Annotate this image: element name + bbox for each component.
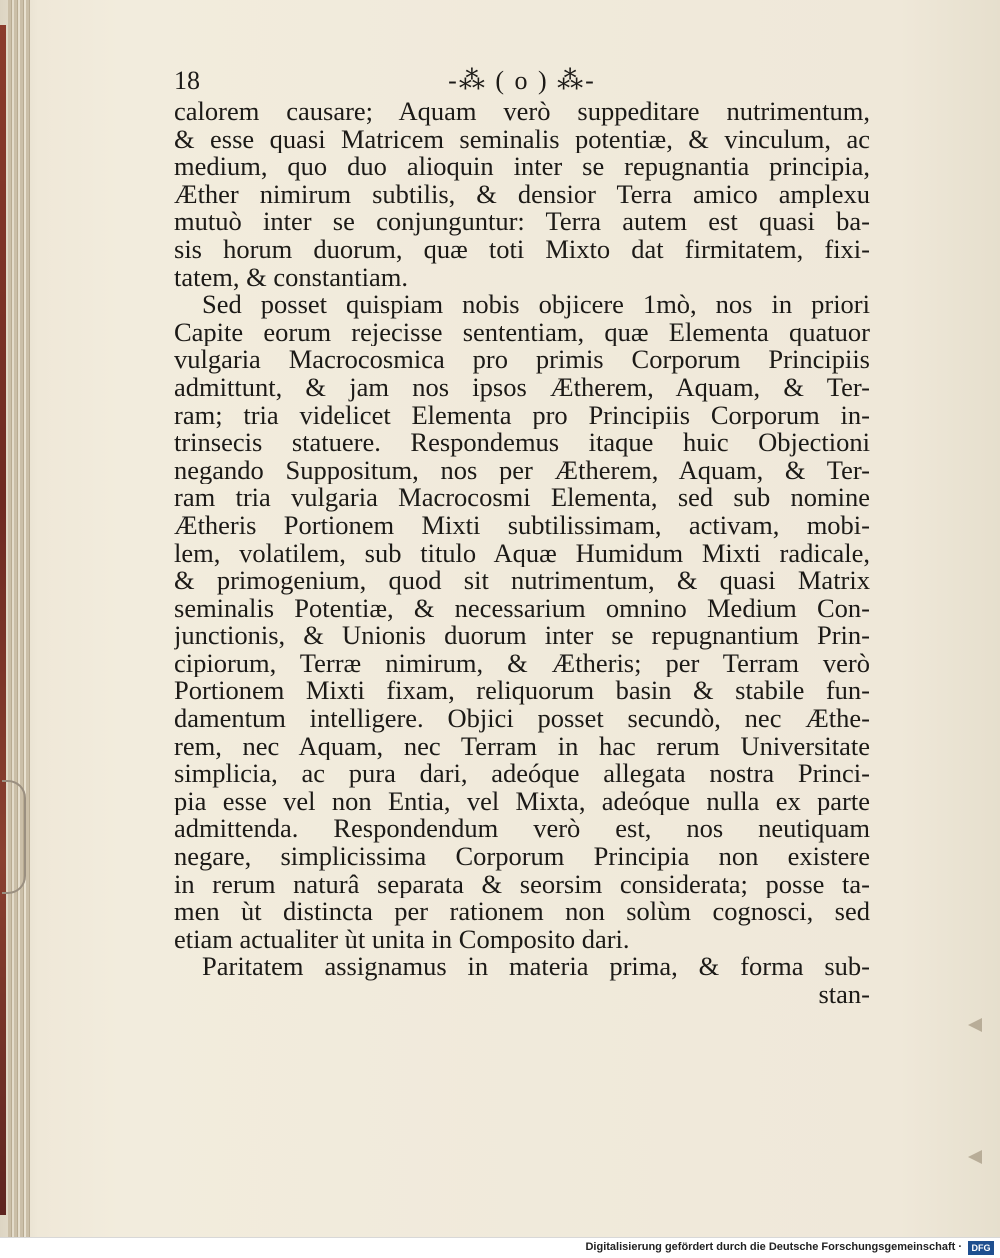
text-line: Paritatem assignamus in materia prima, & forma sub- (202, 953, 870, 981)
text-line: etiam actualiter ùt unita in Composito dari. (174, 925, 630, 954)
text-line: Capite eorum rejecisse sententiam, quæ Elementa quatuor (174, 318, 870, 347)
text-line: cipiorum, Terræ nimirum, & Ætheris; per Terram verò (174, 649, 870, 678)
text-line: medium, quo duo alioquin inter se repugnantia principia, (174, 153, 870, 181)
text-line: vulgaria Macrocosmica pro primis Corporum Principiis (174, 346, 870, 374)
page-number: 18 (174, 66, 200, 95)
body-text (174, 98, 870, 1009)
page-edge (26, 0, 30, 1237)
text-line: rem, nec Aquam, nec Terram in hac rerum Universitate (174, 732, 870, 761)
text-line: & esse quasi Matricem seminalis potentiæ, & vinculum, ac (174, 125, 870, 154)
text-line: simplicia, ac pura dari, adeóque allegata nostra Princi- (174, 760, 870, 788)
text-line: lem, volatilem, sub titulo Aquæ Humidum Mixti radicale, (174, 539, 870, 568)
text-line: negare, simplicissima Corporum Principia non existere (174, 843, 870, 871)
text-line: admittunt, & jam nos ipsos Ætherem, Aquam, & Ter- (174, 373, 870, 402)
digitization-credit: Digitalisierung gefördert durch die Deutsche Forschungsgemeinschaft · (585, 1241, 962, 1253)
text-line: seminalis Potentiæ, & necessarium omnino Medium Con- (174, 594, 870, 623)
text-line: ram; tria videlicet Elementa pro Principiis Corporum in- (174, 401, 870, 430)
text-line: negando Suppositum, nos per Ætherem, Aquam, & Ter- (174, 456, 870, 485)
text-line: sis horum duorum, quæ toti Mixto dat firmitatem, fixi- (174, 235, 870, 264)
footer-bar (0, 1237, 1000, 1258)
text-line: Portionem Mixti fixam, reliquorum basin & stabile fun- (174, 677, 870, 706)
text-line: men ùt distincta per rationem non solùm cognosci, sed (174, 898, 870, 926)
binding-tab (968, 1150, 982, 1164)
text-line: Æther nimirum subtilis, & densior Terra amico amplexu (174, 180, 870, 209)
text-line: damentum intelligere. Objici posset secundò, nec Æthe- (174, 705, 870, 733)
dfg-logo: DFG (968, 1241, 994, 1255)
text-line: trinsecis statuere. Respondemus itaque huic Objectioni (174, 429, 870, 457)
page-text (174, 64, 870, 1009)
text-line: Sed posset quispiam nobis objicere 1mò, nos in priori (202, 291, 870, 319)
text-line: in rerum naturâ separata & seorsim considerata; posse ta- (174, 870, 870, 899)
book-cover-edge (0, 25, 6, 1215)
page-edge (20, 0, 24, 1237)
text-line: pia esse vel non Entia, vel Mixta, adeóque nulla ex parte (174, 787, 870, 816)
text-line: & primogenium, quod sit nutrimentum, & quasi Matrix (174, 567, 870, 595)
text-line: stan- (818, 981, 870, 1009)
page-header (174, 64, 870, 98)
text-line: junctionis, & Unionis duorum inter se repugnantium Prin- (174, 622, 870, 650)
binding-tab (968, 1018, 982, 1032)
text-line: Ætheris Portionem Mixti subtilissimam, activam, mobi- (174, 511, 870, 540)
text-line: mutuò inter se conjunguntur: Terra autem est quasi ba- (174, 208, 870, 236)
text-line: ram tria vulgaria Macrocosmi Elementa, sed sub nomine (174, 484, 870, 512)
page-clip (2, 780, 26, 894)
running-head: -⁂ ( o ) ⁂- (448, 66, 596, 95)
text-line: tatem, & constantiam. (174, 263, 409, 292)
page-edge (8, 0, 12, 1237)
text-line: calorem causare; Aquam verò suppeditare nutrimentum, (174, 98, 870, 126)
page-edge (14, 0, 18, 1237)
text-line: admittenda. Respondendum verò est, nos neutiquam (174, 815, 870, 844)
